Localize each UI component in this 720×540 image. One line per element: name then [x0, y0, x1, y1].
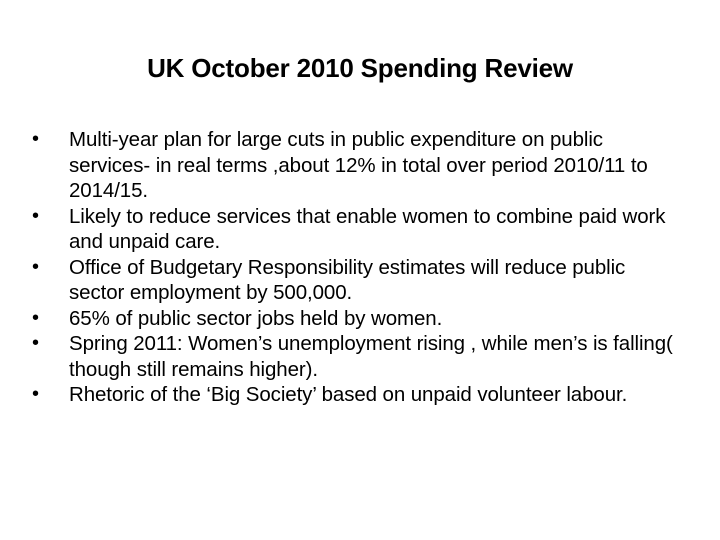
bullet-item: [32, 204, 682, 255]
bullet-text: Rhetoric of the ‘Big Society’ based on unpaid volunteer labour.: [69, 383, 628, 406]
slide-title: UK October 2010 Spending Review: [147, 53, 573, 83]
bullet-item: [32, 331, 682, 382]
bullet-text: 65% of public sector jobs held by women.: [69, 306, 443, 330]
bullet-icon: •: [32, 332, 39, 354]
bullet-text: Likely to reduce services that enable women to combine paid work and unpaid care.: [69, 204, 666, 253]
bullet-list: [32, 127, 682, 408]
bullet-item: [32, 127, 682, 204]
bullet-item: [32, 306, 682, 332]
bullet-icon: •: [32, 383, 39, 405]
bullet-item: [32, 382, 682, 408]
bullet-item: [32, 255, 682, 306]
bullet-text: Office of Budgetary Responsibility estimates will reduce public sector employment by 500,000.: [69, 255, 626, 304]
bullet-text: Multi-year plan for large cuts in public expenditure on public services- in real terms ,about 12% in total over period 2010/11 to 2014/15.: [69, 128, 648, 202]
bullet-icon: •: [32, 128, 39, 150]
bullet-text: Spring 2011: Women’s unemployment rising , while men’s is falling( though still remains higher).: [69, 332, 673, 381]
bullet-icon: •: [32, 306, 39, 329]
bullet-icon: •: [32, 204, 39, 227]
bullet-icon: •: [32, 255, 39, 278]
